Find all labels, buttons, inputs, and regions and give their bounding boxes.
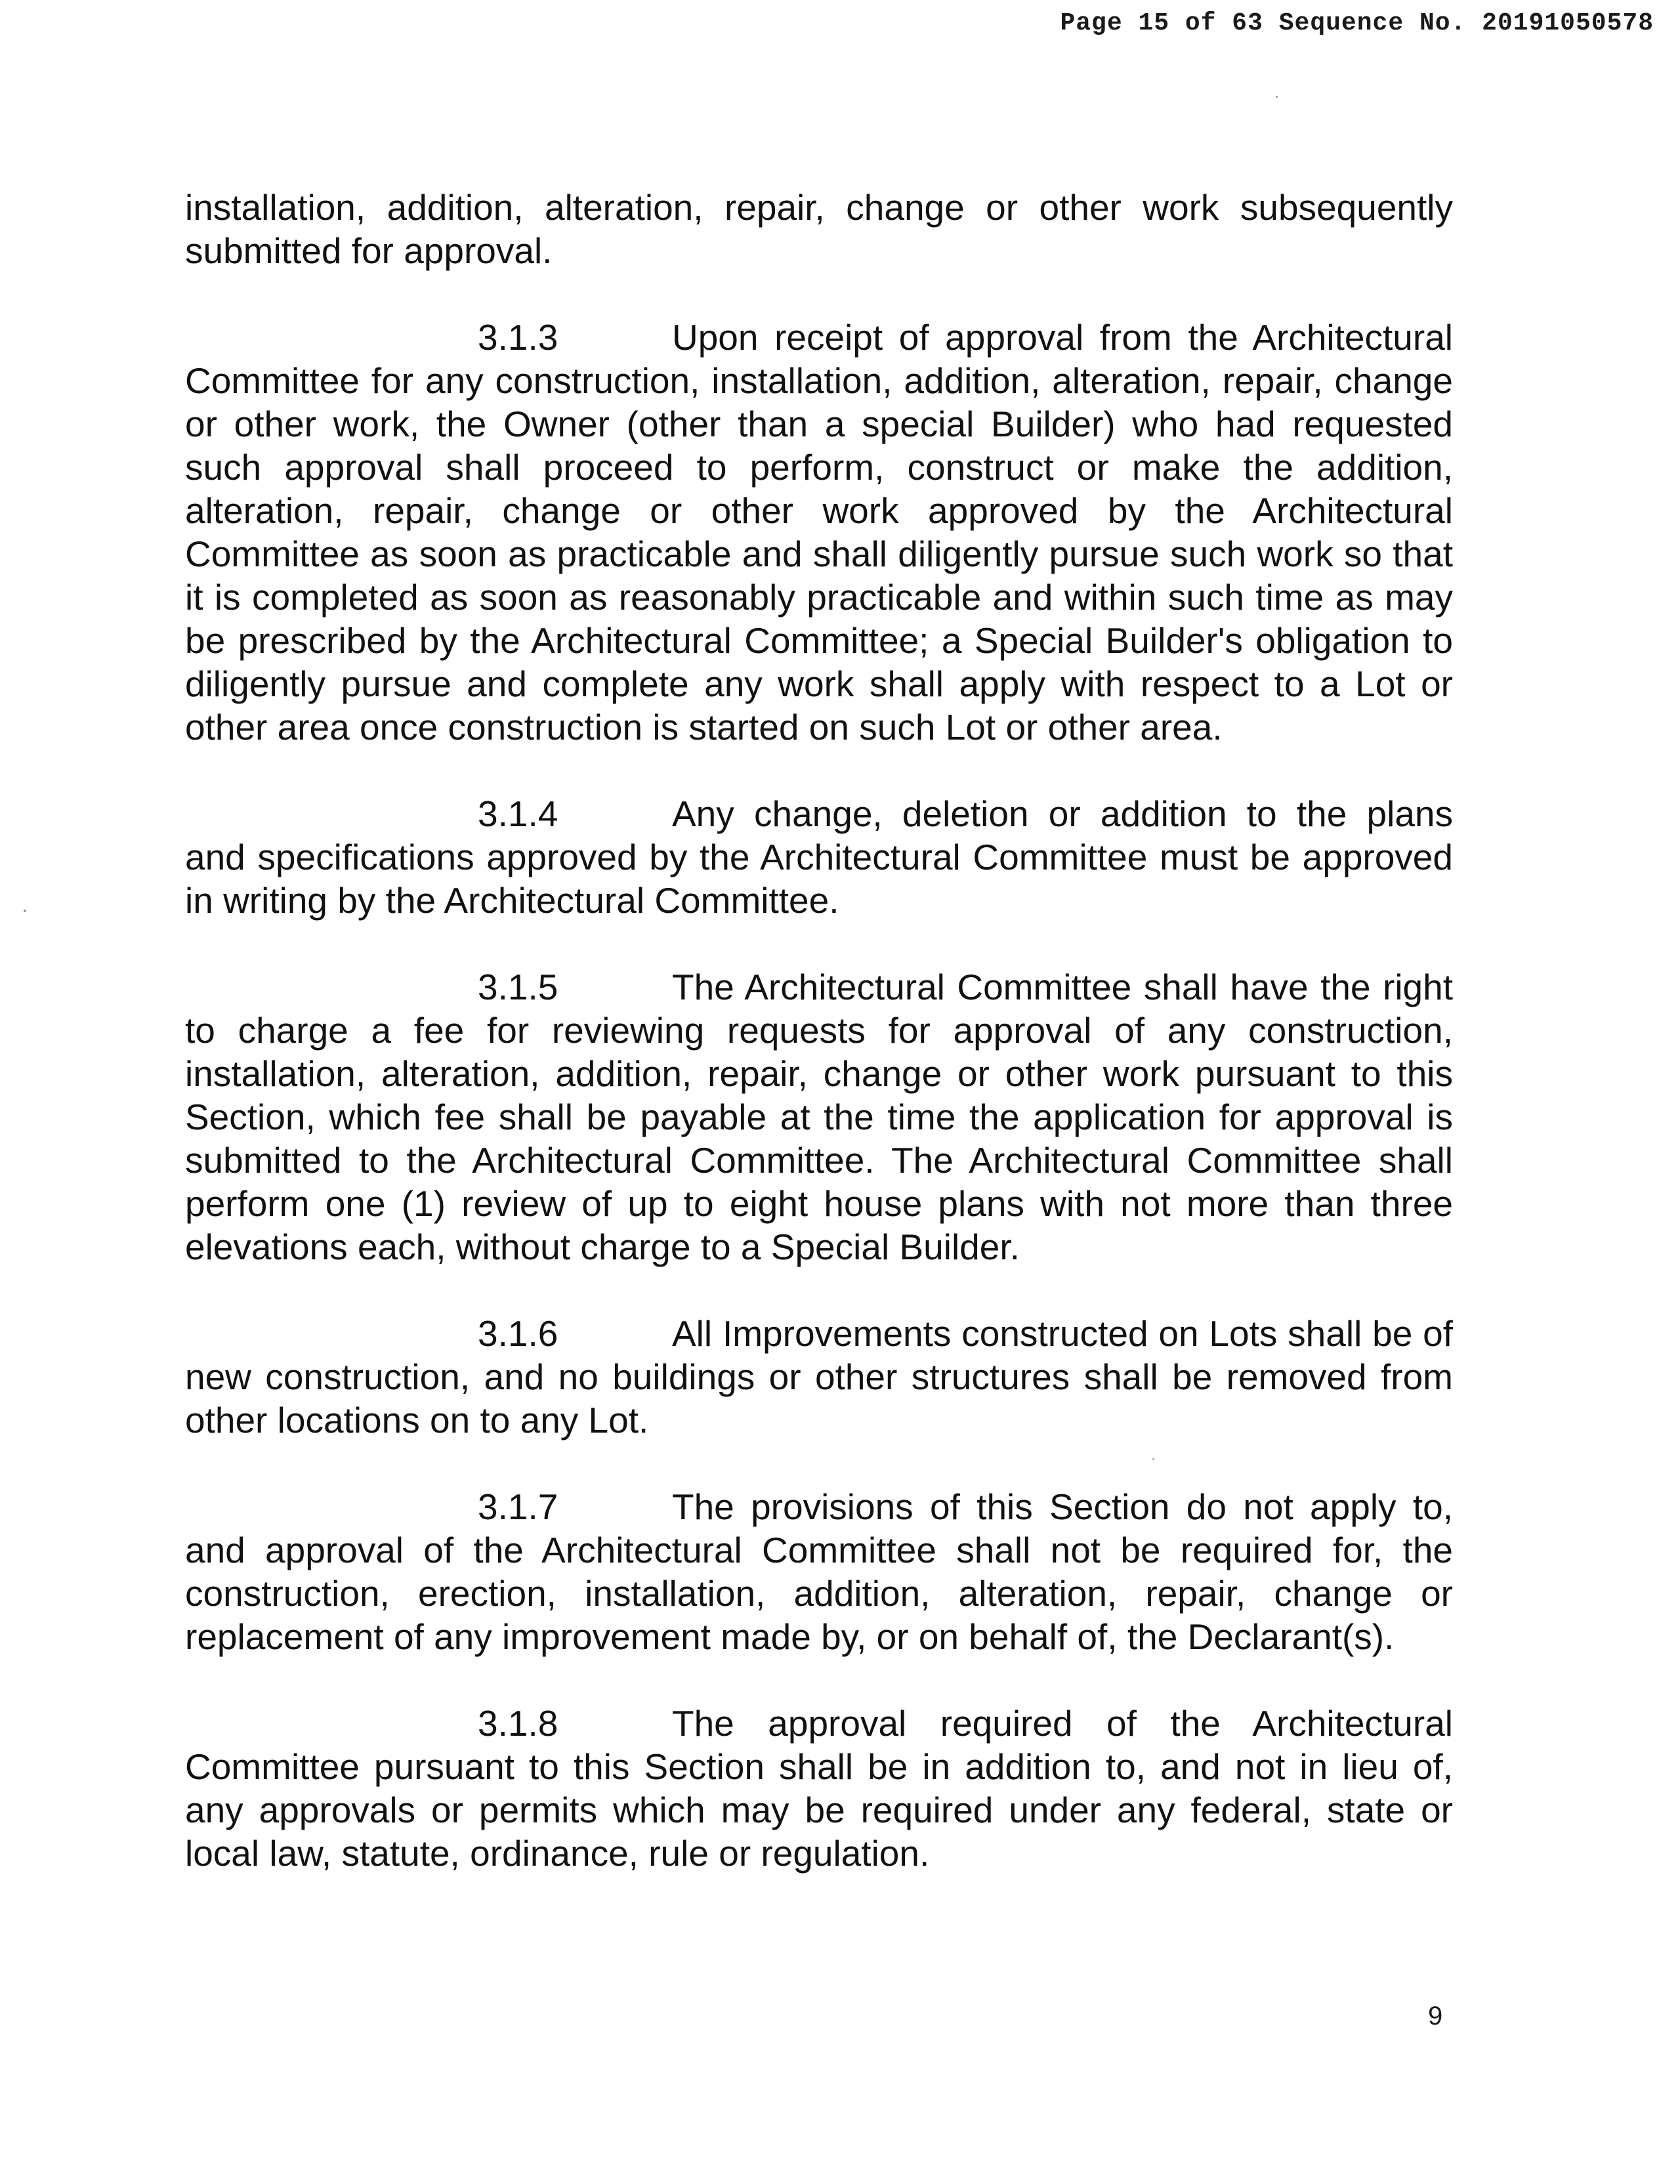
- section-3-1-5: [185, 965, 1453, 1269]
- section-text: The approval required of the Architectural Committee pursuant to this Section shall be in addition to, and not in lieu of, any approvals or permits which may be required under any federal, state or local law, statute, ordinance, rule or regulation.: [185, 1703, 1453, 1874]
- header-sequence-stamp: Page 15 of 63 Sequence No. 20191050578: [1060, 9, 1654, 37]
- continuation-paragraph: installation, addition, alteration, repair, change or other work subsequently submitted for approval.: [185, 187, 1453, 271]
- section-3-1-7: [185, 1485, 1453, 1658]
- document-body: [185, 186, 1453, 1875]
- section-3-1-3: [185, 316, 1453, 749]
- scan-speck: [24, 910, 26, 912]
- section-number: 3.1.5: [478, 967, 558, 1007]
- section-text: The Architectural Committee shall have the right to charge a fee for reviewing requests for approval of any construction, installation, alteration, addition, repair, change or other work pursuant to this Section, which fee shall be payable at the time the application for approval is submitted to the Architectural Committee. The Architectural Committee shall perform one (1) review of up to eight house plans with not more than three elevations each, without charge to a Special Builder.: [185, 967, 1453, 1267]
- section-text: Upon receipt of approval from the Architectural Committee for any construction, installation, addition, alteration, repair, change or other work, the Owner (other than a special Builder) who had requested such approval shall proceed to perform, construct or make the addition, alteration, repair, change or other work approved by the Architectural Committee as soon as practicable and shall diligently pursue such work so that it is completed as soon as reasonably practicable and within such time as may be prescribed by the Architectural Committee; a Special Builder's obligation to diligently pursue and complete any work shall apply with respect to a Lot or other area once construction is started on such Lot or other area.: [185, 317, 1453, 747]
- section-number: 3.1.6: [478, 1313, 558, 1354]
- page-number: 9: [1428, 2002, 1443, 2030]
- section-number: 3.1.4: [478, 793, 558, 834]
- scan-speck: [1276, 96, 1278, 98]
- section-text: The provisions of this Section do not apply to, and approval of the Architectural Committee shall not be required for, the construction, erection, installation, addition, alteration, repair, change or replacement of any improvement made by, or on behalf of, the Declarant(s).: [185, 1486, 1453, 1657]
- section-3-1-8: [185, 1702, 1453, 1875]
- section-number: 3.1.3: [478, 317, 558, 358]
- section-number: 3.1.7: [478, 1486, 558, 1527]
- section-text: All Improvements constructed on Lots shall be of new construction, and no buildings or other structures shall be removed from other locations on to any Lot.: [185, 1313, 1453, 1440]
- section-3-1-6: [185, 1312, 1453, 1442]
- section-text: Any change, deletion or addition to the plans and specifications approved by the Architectural Committee must be approved in writing by the Architectural Committee.: [185, 793, 1453, 921]
- section-number: 3.1.8: [478, 1703, 558, 1744]
- scan-speck: [1152, 1458, 1154, 1460]
- section-3-1-4: [185, 792, 1453, 922]
